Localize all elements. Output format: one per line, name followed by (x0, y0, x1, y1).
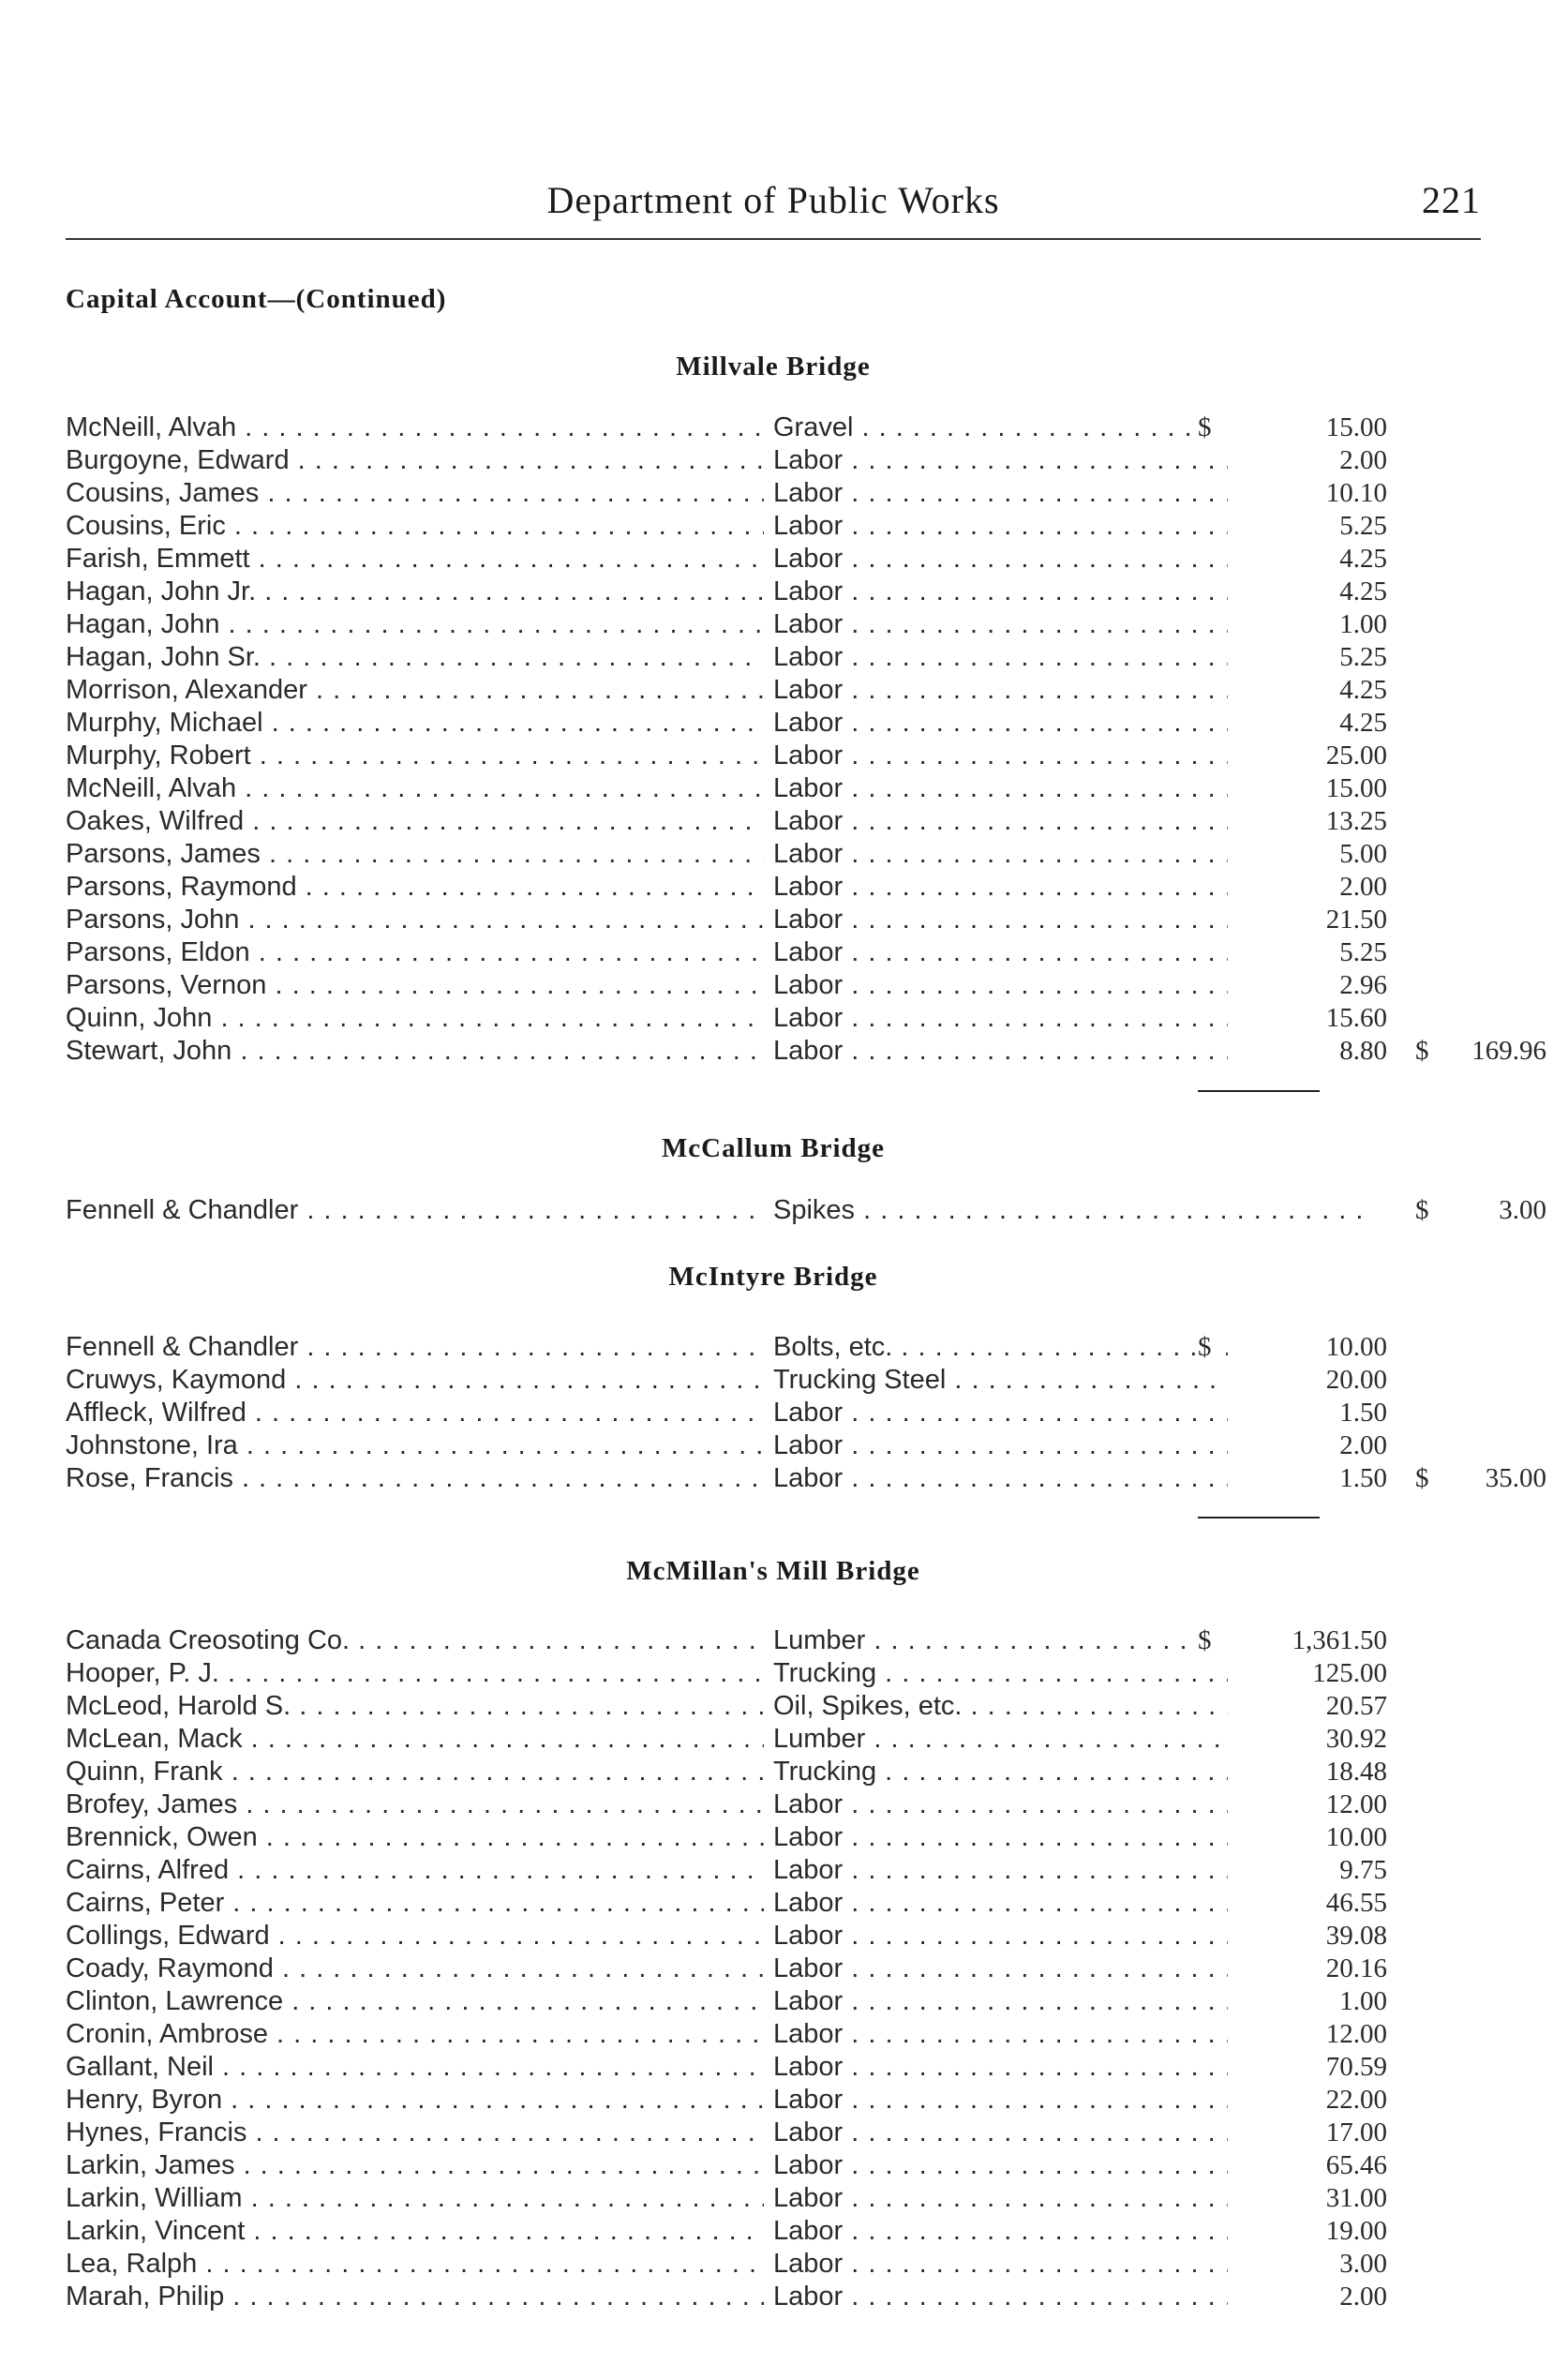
payee-name: Collings, Edward . . . (66, 1920, 764, 1953)
payee-name: Marah, Philip . . . (66, 2281, 764, 2313)
item-description: Labor . . . (773, 936, 1251, 969)
running-head (66, 176, 1481, 223)
amount: 3.00 (1228, 2248, 1387, 2281)
section-total: 35.00 (1485, 1463, 1546, 1493)
section-total: 3.00 (1499, 1195, 1546, 1225)
amount: 10.00 (1228, 1821, 1387, 1854)
page-title: Department of Public Works (546, 179, 1000, 221)
total-dollar-sign: $ (1415, 1195, 1429, 1225)
item-description: Labor . . . (773, 1854, 1251, 1887)
payee-name: Canada Creosoting Co. . . . (66, 1624, 764, 1657)
amount: 17.00 (1228, 2117, 1387, 2149)
payee-name: Affleck, Wilfred . . . (66, 1397, 764, 1429)
payee-name: Fennell & Chandler . . . (66, 1331, 764, 1364)
payee-name: Parsons, James . . . (66, 838, 764, 871)
amount: 25.00 (1228, 740, 1387, 772)
payee-name: Parsons, Vernon . . . (66, 969, 764, 1002)
amount: 2.00 (1228, 444, 1387, 477)
amount: 15.00 (1228, 772, 1387, 805)
table-row (66, 1854, 1490, 1887)
amount: 1.50 (1228, 1462, 1387, 1495)
payee-name: Oakes, Wilfred . . . (66, 805, 764, 838)
section-title-mcintyre: McIntyre Bridge (668, 1262, 878, 1292)
payee-name: Brennick, Owen . . . (66, 1821, 764, 1854)
payee-name: Parsons, Eldon . . . (66, 936, 764, 969)
amount: 22.00 (1228, 2084, 1387, 2117)
amount: 46.55 (1228, 1887, 1387, 1920)
table-row (66, 543, 1490, 576)
payee-name: Quinn, Frank . . . (66, 1756, 764, 1788)
payee-name: Hagan, John . . . (66, 608, 764, 641)
amount: 4.25 (1228, 543, 1387, 576)
table-row (66, 969, 1490, 1002)
table-row (66, 2149, 1490, 2182)
item-description: Trucking Steel . . . (773, 1364, 1251, 1397)
payee-name: Cairns, Peter . . . (66, 1887, 764, 1920)
payee-name: Larkin, James . . . (66, 2149, 764, 2182)
dollar-sign: $ (1198, 1624, 1226, 1657)
payee-name: Rose, Francis . . . (66, 1462, 764, 1495)
table-row (66, 1002, 1490, 1035)
payee-name: Cousins, James . . . (66, 477, 764, 510)
payee-name: McLeod, Harold S. . . . (66, 1690, 764, 1723)
payee-name: Hagan, John Jr. . . . (66, 576, 764, 608)
payee-name: Stewart, John . . . (66, 1035, 764, 1068)
item-description: Labor . . . (773, 1002, 1251, 1035)
payee-name: Hooper, P. J. . . . (66, 1657, 764, 1690)
amount: 1.00 (1228, 608, 1387, 641)
amount: 15.00 (1228, 411, 1387, 444)
payee-name: Fennell & Chandler . . . (66, 1194, 764, 1227)
item-description: Labor . . . (773, 2117, 1251, 2149)
amount: 21.50 (1228, 904, 1387, 936)
table-row (66, 772, 1490, 805)
payee-name: Parsons, Raymond . . . (66, 871, 764, 904)
payee-name: Cairns, Alfred . . . (66, 1854, 764, 1887)
table-row (66, 871, 1490, 904)
item-description: Labor . . . (773, 1397, 1251, 1429)
header-rule (66, 238, 1481, 240)
item-description: Labor . . . (773, 805, 1251, 838)
item-description: Oil, Spikes, etc. . . . (773, 1690, 1251, 1723)
table-row (66, 2248, 1490, 2281)
item-description: Labor . . . (773, 1920, 1251, 1953)
payee-name: Larkin, William . . . (66, 2182, 764, 2215)
item-description: Labor . . . (773, 1953, 1251, 1985)
item-description: Labor . . . (773, 510, 1251, 543)
amount: 12.00 (1228, 2018, 1387, 2051)
item-description: Labor . . . (773, 1985, 1251, 2018)
amount: 13.25 (1228, 805, 1387, 838)
sum-rule (1198, 1090, 1320, 1092)
payee-name: McLean, Mack . . . (66, 1723, 764, 1756)
item-description: Labor . . . (773, 2182, 1251, 2215)
amount: 8.80 (1228, 1035, 1387, 1068)
payee-name: McNeill, Alvah . . . (66, 411, 764, 444)
item-description: Trucking . . . (773, 1657, 1251, 1690)
item-description: Labor . . . (773, 2248, 1251, 2281)
amount: 5.25 (1228, 641, 1387, 674)
table-row (66, 641, 1490, 674)
table-row (66, 1429, 1490, 1462)
item-description: Labor . . . (773, 2281, 1251, 2313)
section-title-mcmillans: McMillan's Mill Bridge (626, 1556, 920, 1586)
payee-name: Hagan, John Sr. . . . (66, 641, 764, 674)
amount: 19.00 (1228, 2215, 1387, 2248)
table-row (66, 740, 1490, 772)
table-row (66, 576, 1490, 608)
amount: 1,361.50 (1228, 1624, 1387, 1657)
item-description: Labor . . . (773, 674, 1251, 707)
total-dollar-sign: $ (1415, 1463, 1429, 1493)
amount: 4.25 (1228, 707, 1387, 740)
table-row (66, 1756, 1490, 1788)
payee-name: Johnstone, Ira . . . (66, 1429, 764, 1462)
item-description: Labor . . . (773, 969, 1251, 1002)
table-row (66, 444, 1490, 477)
amount: 18.48 (1228, 1756, 1387, 1788)
payee-name: Clinton, Lawrence . . . (66, 1985, 764, 2018)
table-row (66, 608, 1490, 641)
table-row (66, 1953, 1490, 1985)
amount: 5.25 (1228, 510, 1387, 543)
table-row (66, 1920, 1490, 1953)
payee-name: Brofey, James . . . (66, 1788, 764, 1821)
payee-name: Burgoyne, Edward . . . (66, 444, 764, 477)
amount: 20.57 (1228, 1690, 1387, 1723)
table-row (66, 1788, 1490, 1821)
item-description: Labor . . . (773, 2018, 1251, 2051)
section-title-millvale: Millvale Bridge (676, 352, 871, 382)
table-row (66, 805, 1490, 838)
table-row (66, 838, 1490, 871)
table-row (66, 1624, 1490, 1657)
table-row (66, 510, 1490, 543)
table-row (66, 707, 1490, 740)
item-description: Labor . . . (773, 576, 1251, 608)
amount: 10.00 (1228, 1331, 1387, 1364)
table-row (66, 1690, 1490, 1723)
table-row (66, 411, 1490, 444)
amount: 65.46 (1228, 2149, 1387, 2182)
table-row (66, 1723, 1490, 1756)
payee-name: Lea, Ralph . . . (66, 2248, 764, 2281)
section-title-mccallum: McCallum Bridge (661, 1133, 886, 1163)
table-row (66, 1821, 1490, 1854)
item-description: Labor . . . (773, 707, 1251, 740)
item-description: Labor . . . (773, 1788, 1251, 1821)
payee-name: Parsons, John . . . (66, 904, 764, 936)
item-description: Bolts, etc. . . . (773, 1331, 1251, 1364)
item-description: Labor . . . (773, 1429, 1251, 1462)
payee-name: Henry, Byron . . . (66, 2084, 764, 2117)
payee-name: Cousins, Eric . . . (66, 510, 764, 543)
item-description: Gravel . . . (773, 411, 1251, 444)
table-row (66, 1364, 1490, 1397)
amount: 15.60 (1228, 1002, 1387, 1035)
payee-name: Cronin, Ambrose . . . (66, 2018, 764, 2051)
item-description: Labor . . . (773, 2051, 1251, 2084)
amount: 4.25 (1228, 576, 1387, 608)
item-description: Labor . . . (773, 2149, 1251, 2182)
sum-rule (1198, 1517, 1320, 1519)
table-row (66, 904, 1490, 936)
amount: 4.25 (1228, 674, 1387, 707)
item-description: Labor . . . (773, 608, 1251, 641)
item-description: Labor . . . (773, 2215, 1251, 2248)
item-description: Labor . . . (773, 740, 1251, 772)
item-description: Labor . . . (773, 1821, 1251, 1854)
amount: 31.00 (1228, 2182, 1387, 2215)
amount: 12.00 (1228, 1788, 1387, 1821)
amount: 1.00 (1228, 1985, 1387, 2018)
table-row (66, 2117, 1490, 2149)
amount: 5.25 (1228, 936, 1387, 969)
table-row (66, 2215, 1490, 2248)
item-description: Lumber . . . (773, 1723, 1251, 1756)
item-description: Labor . . . (773, 641, 1251, 674)
item-description: Labor . . . (773, 871, 1251, 904)
payee-name: Quinn, John . . . (66, 1002, 764, 1035)
payee-name: McNeill, Alvah . . . (66, 772, 764, 805)
payee-name: Coady, Raymond . . . (66, 1953, 764, 1985)
amount: 2.00 (1228, 871, 1387, 904)
amount: 20.00 (1228, 1364, 1387, 1397)
amount: 5.00 (1228, 838, 1387, 871)
item-description: Labor . . . (773, 1035, 1251, 1068)
table-row (66, 2018, 1490, 2051)
amount: 20.16 (1228, 1953, 1387, 1985)
table-row (66, 1657, 1490, 1690)
table-row (66, 2051, 1490, 2084)
payee-name: Cruwys, Kaymond . . . (66, 1364, 764, 1397)
dollar-sign: $ (1198, 411, 1226, 444)
table-row (66, 2281, 1490, 2313)
item-description: Labor . . . (773, 444, 1251, 477)
item-description: Labor . . . (773, 1887, 1251, 1920)
amount: 1.50 (1228, 1397, 1387, 1429)
table-row (66, 2182, 1490, 2215)
item-description: Labor . . . (773, 838, 1251, 871)
table-row (66, 674, 1490, 707)
table-row (66, 1985, 1490, 2018)
item-description: Spikes . . . (773, 1194, 1373, 1227)
item-description: Lumber . . . (773, 1624, 1251, 1657)
payee-name: Larkin, Vincent . . . (66, 2215, 764, 2248)
item-description: Labor . . . (773, 2084, 1251, 2117)
amount: 2.00 (1228, 2281, 1387, 2313)
amount: 9.75 (1228, 1854, 1387, 1887)
item-description: Labor . . . (773, 772, 1251, 805)
continued-heading: Capital Account—(Continued) (66, 284, 447, 314)
item-description: Trucking . . . (773, 1756, 1251, 1788)
table-row (66, 1397, 1490, 1429)
table-row (66, 477, 1490, 510)
item-description: Labor . . . (773, 904, 1251, 936)
payee-name: Gallant, Neil . . . (66, 2051, 764, 2084)
amount: 70.59 (1228, 2051, 1387, 2084)
table-row (66, 1887, 1490, 1920)
amount: 39.08 (1228, 1920, 1387, 1953)
amount: 2.00 (1228, 1429, 1387, 1462)
table-row (66, 1462, 1546, 1495)
payee-name: Hynes, Francis . . . (66, 2117, 764, 2149)
table-row (66, 2084, 1490, 2117)
item-description: Labor . . . (773, 1462, 1251, 1495)
table-row (66, 1035, 1546, 1068)
payee-name: Murphy, Robert . . . (66, 740, 764, 772)
amount: 125.00 (1228, 1657, 1387, 1690)
item-description: Labor . . . (773, 477, 1251, 510)
amount: 2.96 (1228, 969, 1387, 1002)
payee-name: Murphy, Michael . . . (66, 707, 764, 740)
amount: 10.10 (1228, 477, 1387, 510)
amount: 30.92 (1228, 1723, 1387, 1756)
page-number: 221 (1422, 179, 1481, 221)
section-total: 169.96 (1471, 1036, 1546, 1066)
table-row (66, 936, 1490, 969)
table-row (66, 1331, 1490, 1364)
dollar-sign: $ (1198, 1331, 1226, 1364)
item-description: Labor . . . (773, 543, 1251, 576)
payee-name: Farish, Emmett . . . (66, 543, 764, 576)
total-dollar-sign: $ (1415, 1036, 1429, 1066)
table-row (66, 1194, 1546, 1227)
payee-name: Morrison, Alexander . . . (66, 674, 764, 707)
